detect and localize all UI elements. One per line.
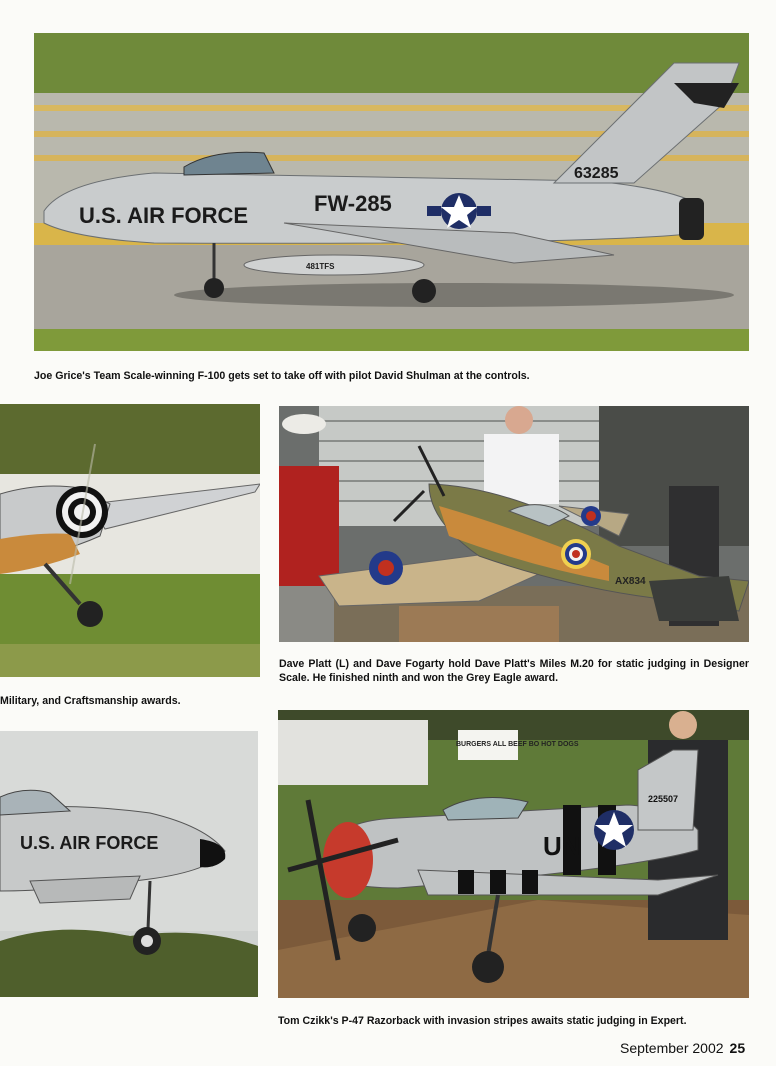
inflight-photo xyxy=(0,404,260,677)
f80-image xyxy=(0,731,258,997)
caption-partial: Military, and Craftsmanship awards. xyxy=(0,695,181,707)
f100-tank-marking: 481TFS xyxy=(306,262,335,271)
p47-image xyxy=(278,710,749,998)
caption-p47: Tom Czikk's P-47 Razorback with invasion stripes awaits static judging in Expert. xyxy=(278,1015,687,1027)
page-footer xyxy=(620,1040,760,1056)
miles-code-marking: AX834 xyxy=(615,576,646,587)
f100-code-marking: FW-285 xyxy=(314,191,392,216)
f100-tail-marking: 63285 xyxy=(574,165,619,182)
f100-photo xyxy=(34,33,749,351)
p47-code-marking: UN xyxy=(543,831,581,861)
f100-image xyxy=(34,33,749,351)
f100-side-marking: U.S. AIR FORCE xyxy=(79,203,249,228)
caption-miles: Dave Platt (L) and Dave Fogarty hold Dave Platt's Miles M.20 for static judging in Designer Scale. He finished ninth and won the Grey Eagle award. xyxy=(279,658,749,684)
inflight-image xyxy=(0,404,260,677)
page-number: 25 xyxy=(729,1040,746,1056)
food-banner: BURGERS ALL BEEF BO HOT DOGS xyxy=(456,741,579,748)
caption-f100: Joe Grice's Team Scale-winning F-100 gets set to take off with pilot David Shulman at the controls. xyxy=(34,370,530,382)
p47-photo xyxy=(278,710,749,998)
issue-date: September 2002 xyxy=(620,1040,724,1056)
f80-side-marking: U.S. AIR FORCE xyxy=(20,833,159,853)
miles-image xyxy=(279,406,749,642)
miles-photo xyxy=(279,406,749,642)
p47-tail-marking: 225507 xyxy=(648,794,679,804)
f80-photo xyxy=(0,731,258,997)
